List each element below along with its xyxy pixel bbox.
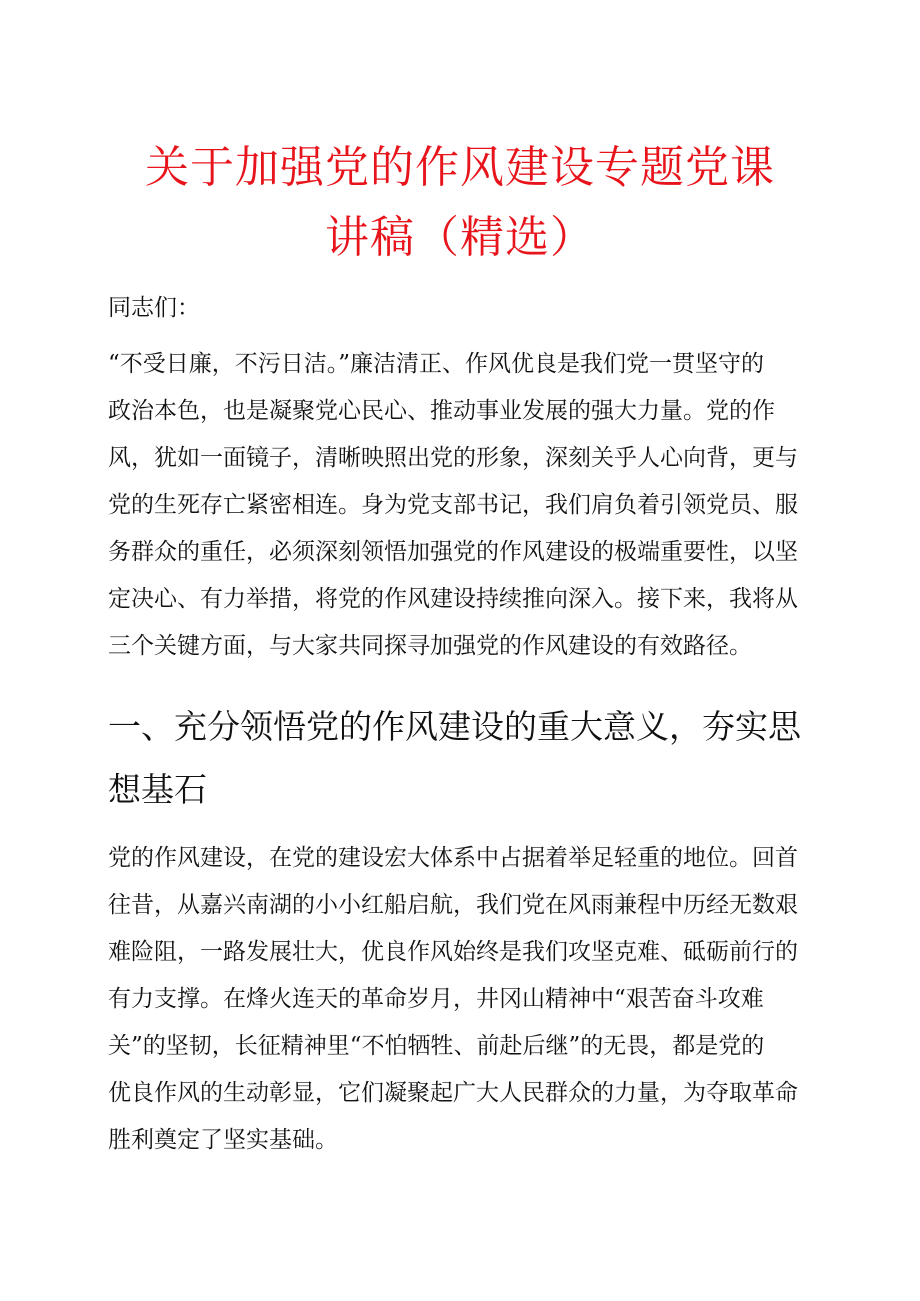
- section-body-line: 往昔，从嘉兴南湖的小小红船启航，我们党在风雨兼程中历经无数艰: [108, 892, 798, 918]
- section-body-line: 有力支撑。在烽火连天的革命岁月，井冈山精神中“艰苦奋斗攻难: [108, 986, 764, 1012]
- section-body-line: 难险阻，一路发展壮大，优良作风始终是我们攻坚克难、砥砺前行的: [108, 939, 798, 965]
- intro-line: 政治本色，也是凝聚党心民心、推动事业发展的强大力量。党的作: [108, 398, 775, 424]
- section-body-line: 胜利奠定了坚实基础。: [108, 1127, 338, 1153]
- section-heading-line-2: 想基石: [108, 770, 207, 809]
- intro-line: 风，犹如一面镜子，清晰映照出党的形象，深刻关乎人心向背，更与: [108, 445, 798, 471]
- intro-line: 党的生死存亡紧密相连。身为党支部书记，我们肩负着引领党员、服: [108, 492, 798, 518]
- intro-line: “不受日廉，不污日洁。”廉洁清正、作风优良是我们党一贯坚守的: [108, 351, 765, 377]
- document-title-line-2: 讲稿（精选）: [325, 212, 595, 263]
- intro-line: 定决心、有力举措，将党的作风建设持续推向深入。接下来，我将从: [108, 586, 798, 612]
- section-heading-line-1: 一、充分领悟党的作风建设的重大意义，夯实思: [108, 707, 801, 746]
- intro-line: 务群众的重任，必须深刻领悟加强党的作风建设的极端重要性，以坚: [108, 539, 798, 565]
- section-body-line: 党的作风建设，在党的建设宏大体系中占据着举足轻重的地位。回首: [108, 845, 798, 871]
- salutation: 同志们：: [108, 295, 200, 321]
- intro-line: 三个关键方面，与大家共同探寻加强党的作风建设的有效路径。: [108, 633, 752, 659]
- section-body-line: 优良作风的生动彰显，它们凝聚起广大人民群众的力量，为夺取革命: [108, 1080, 798, 1106]
- section-body-line: 关”的坚韧，长征精神里“不怕牺牲、前赴后继”的无畏，都是党的: [108, 1033, 765, 1059]
- document-title-line-1: 关于加强党的作风建设专题党课: [145, 142, 775, 193]
